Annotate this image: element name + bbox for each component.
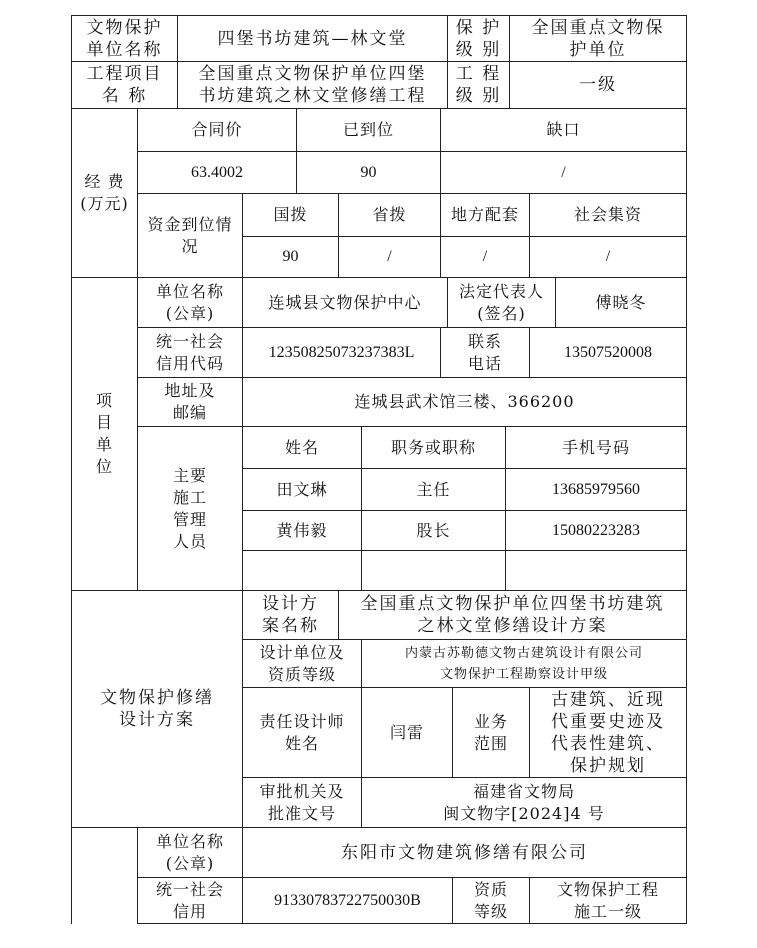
contract-price-value: 63.4002 xyxy=(191,163,243,181)
project-level-label: 工 程 级 别 xyxy=(455,64,502,106)
scope-value: 古建筑、近现 代重要史迹及 代表性建筑、 保护规划 xyxy=(551,689,665,776)
construction-qual-label: 资质 等级 xyxy=(473,879,508,921)
received-label: 已到位 xyxy=(342,120,394,139)
local-value: / xyxy=(482,248,488,265)
rule xyxy=(686,15,687,924)
funding-status-label: 资金到位情 况 xyxy=(147,214,233,256)
designer-value: 闫雷 xyxy=(389,722,424,742)
address-value: 连城县武术馆三楼、366200 xyxy=(354,392,575,411)
col-phone-header: 手机号码 xyxy=(561,437,630,457)
project-unit-name-label: 单位名称 (公章) xyxy=(155,281,224,323)
unit-name-value: 四堡书坊建筑—林文堂 xyxy=(217,28,408,49)
social-label: 社会集资 xyxy=(573,205,642,224)
protect-level-label: 保 护 级 别 xyxy=(455,17,502,60)
provincial-value: / xyxy=(387,248,392,265)
project-phone-value: 13507520008 xyxy=(564,343,652,361)
design-unit-label: 设计单位及 资质等级 xyxy=(259,642,345,684)
social-value: / xyxy=(605,248,611,265)
project-unit-name-value: 连城县文物保护中心 xyxy=(268,292,422,312)
funding-label: 经 费 (万元) xyxy=(80,172,129,213)
design-unit-value: 内蒙古苏勒德文物古建筑设计有限公司 文物保护工程勘察设计甲级 xyxy=(404,645,643,682)
plan-name-label: 设计方 案名称 xyxy=(262,594,319,636)
project-name-label: 工程项目 名 称 xyxy=(86,64,163,106)
rule xyxy=(242,550,687,551)
construction-credit-value: 91330783722750030B xyxy=(274,891,421,909)
rule xyxy=(137,923,687,924)
project-name-value: 全国重点文物保护单位四堡 书坊建筑之林文堂修缮工程 xyxy=(198,64,427,106)
scope-label: 业务 范围 xyxy=(473,711,508,753)
gap-label: 缺口 xyxy=(546,120,581,139)
national-label: 国拨 xyxy=(273,205,308,224)
unit-name-label: 文物保护 单位名称 xyxy=(86,17,163,60)
approval-value: 福建省文物局 闽文物字[2024]4 号 xyxy=(443,781,605,823)
construction-name-label: 单位名称 (公章) xyxy=(155,831,224,873)
design-label: 文物保护修缮 设计方案 xyxy=(100,688,214,730)
project-credit-code-label: 统一社会 信用代码 xyxy=(155,331,224,373)
gap-value: / xyxy=(561,163,566,181)
manager-1-title: 主任 xyxy=(416,479,451,499)
provincial-label: 省拨 xyxy=(372,205,407,224)
designer-label: 责任设计师 姓名 xyxy=(259,711,345,753)
legal-rep-label: 法定代表人 (签名) xyxy=(458,281,544,323)
approval-label: 审批机关及 批准文号 xyxy=(259,781,345,823)
contract-price-label: 合同价 xyxy=(191,120,243,139)
received-value: 90 xyxy=(360,163,377,181)
manager-2-title: 股长 xyxy=(416,520,451,540)
manager-1-phone: 13685979560 xyxy=(552,480,640,498)
legal-rep-value: 傅晓冬 xyxy=(595,292,647,312)
construction-credit-label: 统一社会 信用 xyxy=(155,879,224,921)
address-label: 地址及 邮编 xyxy=(164,381,216,422)
national-value: 90 xyxy=(282,248,299,265)
local-label: 地方配套 xyxy=(450,205,519,224)
project-phone-label: 联系 电话 xyxy=(467,331,502,373)
plan-name-value: 全国重点文物保护单位四堡书坊建筑 之林文堂修缮设计方案 xyxy=(360,594,665,636)
manager-2-name: 黄伟毅 xyxy=(276,520,328,540)
project-level-value: 一级 xyxy=(579,75,617,95)
construction-name-value: 东阳市文物建筑修缮有限公司 xyxy=(341,842,588,863)
manager-1-name: 田文琳 xyxy=(276,479,328,499)
construction-qual-value: 文物保护工程 施工一级 xyxy=(556,879,659,921)
protect-level-value: 全国重点文物保 护单位 xyxy=(531,17,665,60)
project-unit-label: 项 目 单 位 xyxy=(95,391,113,476)
col-name-header: 姓名 xyxy=(284,437,319,457)
manager-2-phone: 15080223283 xyxy=(552,521,640,539)
managers-label: 主要 施工 管理 人员 xyxy=(172,465,207,551)
project-credit-code-value: 12350825073237383L xyxy=(268,343,415,361)
col-title-header: 职务或职称 xyxy=(390,437,476,457)
